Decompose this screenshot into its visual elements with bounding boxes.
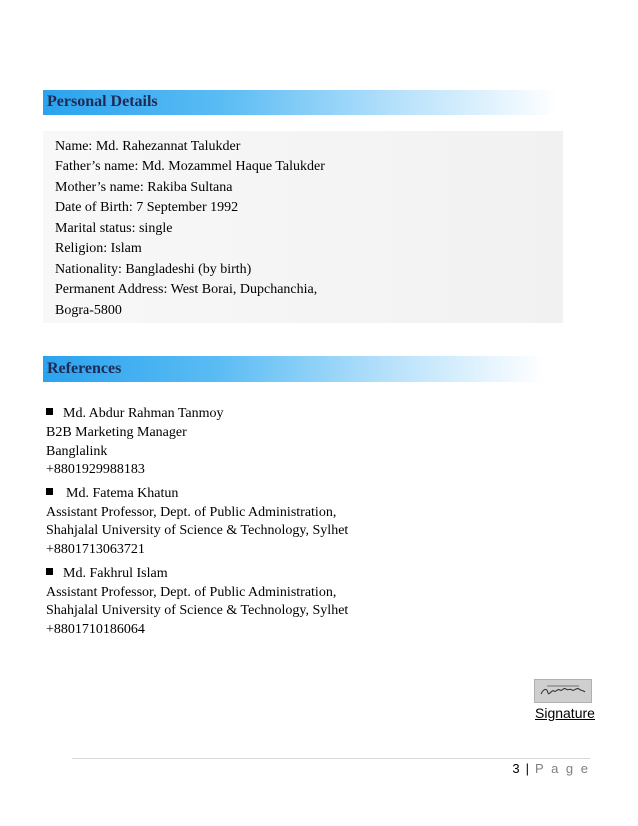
bullet-square-icon xyxy=(46,408,53,415)
reference-1-name: Md. Abdur Rahman Tanmoy xyxy=(63,406,224,421)
signature-label: Signature xyxy=(535,705,595,721)
page-separator: | xyxy=(525,761,530,776)
bullet-square-icon xyxy=(46,488,53,495)
reference-1-name-row xyxy=(46,406,224,422)
reference-1-position: B2B Marketing Manager xyxy=(46,425,187,440)
signature-scribble-icon xyxy=(535,680,591,702)
page-word: P a g e xyxy=(535,761,590,776)
reference-3-organization: Shahjalal University of Science & Technology, Sylhet xyxy=(46,603,349,618)
reference-3-name-row xyxy=(46,566,168,582)
detail-address: Permanent Address: West Borai, Dupchanchia, xyxy=(55,282,318,297)
page-footer xyxy=(512,761,590,776)
personal-details-title: Personal Details xyxy=(47,93,158,110)
detail-mother-name: Mother’s name: Rakiba Sultana xyxy=(55,180,233,195)
bullet-square-icon xyxy=(46,568,53,575)
reference-2-name-row xyxy=(46,486,178,502)
reference-3-phone: +8801710186064 xyxy=(46,622,145,635)
detail-marital-status: Marital status: single xyxy=(55,221,173,236)
reference-2-organization: Shahjalal University of Science & Technology, Sylhet xyxy=(46,523,349,538)
reference-2-position: Assistant Professor, Dept. of Public Administration, xyxy=(46,505,337,520)
detail-address-city: Bogra-5800 xyxy=(55,303,122,318)
detail-date-of-birth: Date of Birth: 7 September 1992 xyxy=(55,200,239,215)
reference-1-phone: +8801929988183 xyxy=(46,462,145,477)
detail-nationality: Nationality: Bangladeshi (by birth) xyxy=(55,262,252,277)
reference-1-organization: Banglalink xyxy=(46,444,108,459)
reference-3-name: Md. Fakhrul Islam xyxy=(63,566,168,581)
detail-name: Name: Md. Rahezannat Talukder xyxy=(55,139,241,154)
personal-details-block xyxy=(43,131,563,323)
signature-image xyxy=(534,679,592,703)
references-header xyxy=(43,356,545,382)
detail-father-name: Father’s name: Md. Mozammel Haque Talukder xyxy=(55,159,325,174)
reference-2-name: Md. Fatema Khatun xyxy=(66,486,179,501)
references-title: References xyxy=(47,360,122,377)
reference-3-position: Assistant Professor, Dept. of Public Administration, xyxy=(46,585,337,600)
reference-2-phone: +8801713063721 xyxy=(46,542,145,557)
detail-religion: Religion: Islam xyxy=(55,241,142,256)
personal-details-header xyxy=(43,90,558,115)
page-number: 3 xyxy=(512,761,520,776)
footer-divider xyxy=(72,758,590,759)
references-list xyxy=(43,404,563,635)
